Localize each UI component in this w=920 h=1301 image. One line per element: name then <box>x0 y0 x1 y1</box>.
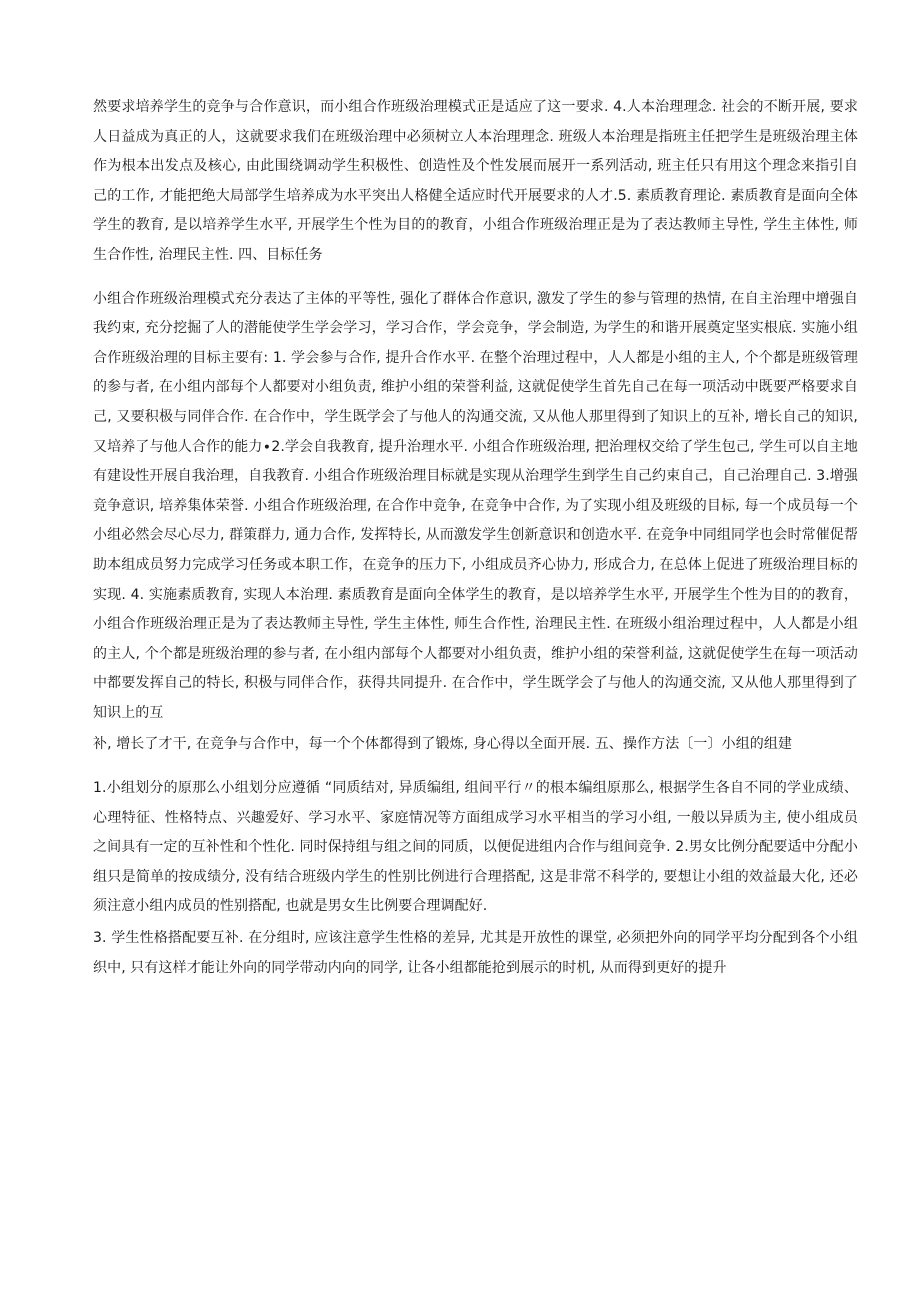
document-page <box>93 93 858 983</box>
paragraph-5: 3. 学生性格搭配要互补. 在分组时, 应该注意学生性格的差异, 尤其是开放性的课堂, 必须把外向的同学平均分配到各个小组织中, 只有这样才能让外向的同学带动内向的同学, 让各小组都能抢到展示的时机, 从而得到更好的提升 <box>93 930 858 976</box>
paragraph-1: 然要求培养学生的竞争与合作意识，而小组合作班级治理模式正是适应了这一要求. 4.人本治理理念. 社会的不断开展, 要求人日益成为真正的人，这就要求我们在班级治理中必须树立人本治理理念. 班级人本治理是指班主任把学生是班级治理主体作为根本出发点及核心, 由此围绕调动学生积极性、创造性及个性发展而展开一系列活动, 班主任只有用这个理念来指引自己的工作, 才能把绝大局部学生培养成为水平突出人格健全适应时代开展要求的人才.5. 素质教育理论. 素质教育是面向全体学生的教育, 是以培养学生水平, 开展学生个性为目的的教育，小组合作班级治理正是为了表达教师主导性, 学生主体性, 师生合作性, 治理民主性. 四、目标任务 <box>93 99 858 263</box>
paragraph-2: 小组合作班级治理模式充分表达了主体的平等性, 强化了群体合作意识, 激发了学生的参与管理的热情, 在自主治理中增强自我约束, 充分挖掘了人的潜能使学生学会学习，学习合作，学会竞争，学会制造, 为学生的和谐开展奠定坚实根底. 实施小组合作班级治理的目标主要有: 1. 学会参与合作, 提升合作水平. 在整个治理过程中，人人都是小组的主人, 个个都是班级管理的参与者, 在小组内部每个人都要对小组负责, 维护小组的荣誉利益, 这就促使学生首先自己在每一项活动中既要严格要求自己, 又要积极与同伴合作. 在合作中，学生既学会了与他人的沟通交流, 又从他人那里得到了知识上的互补, 增长自己的知识, 又培养了与他人合作的能力∙2.学会自我教育, 提升治理水平. 小组合作班级治理, 把治理权交给了学生包己, 学生可以自主地有建设性开展自我治理，自我教育. 小组合作班级治理目标就是实现从治理学生到学生自己约束自己，自己治理自己. 3.增强竞争意识, 培养集体荣誉. 小组合作班级治理, 在合作中竞争, 在竞争中合作, 为了实现小组及班级的目标, 每一个成员每一个小组必然会尽心尽力, 群策群力, 通力合作, 发挥特长, 从而激发学生创新意识和创造水平. 在竞争中同组同学也会时常催促帮助本组成员努力完成学习任务或本职工作，在竞争的压力下, 小组成员齐心协力, 形成合力, 在总体上促进了班级治理目标的实现. 4. 实施素质教育, 实现人本治理. 素质教育是面向全体学生的教育，是以培养学生水平, 开展学生个性为目的的教育，小组合作班级治理正是为了表达教师主导性, 学生主体性, 师生合作性, 治理民主性. 在班级小组治理过程中，人人都是小组的主人, 个个都是班级治理的参与者, 在小组内部每个人都要对小组负责，维护小组的荣誉利益, 这就促使学生在每一项活动中都要发挥自己的特长, 积极与同伴合作，获得共同提升. 在合作中，学生既学会了与他人的沟通交流, 又从他人那里得到了知识上的互 <box>93 290 858 721</box>
paragraph-4: 1.小组划分的原那么小组划分应遵循 “同质结对, 异质编组, 组间平行〃的根本编组原那么, 根据学生各自不同的学业成绩、心理特征、性格特点、兴趣爱好、学习水平、家庭情况等方面组成学习水平相当的学习小组, 一般以异质为主, 使小组成员之间具有一定的互补性和个性化. 同时保持组与组之间的同质，以便促进组内合作与组间竞争. 2.男女比例分配要适中分配小组只是简单的按成绩分, 没有结合班级内学生的性别比例进行合理搭配, 这是非常不科学的, 要想让小组的效益最大化, 还必须注意小组内成员的性别搭配, 也就是男女生比例要合理调配好. <box>93 780 858 915</box>
paragraph-3: 补, 增长了才干, 在竞争与合作中，每一个个体都得到了锻炼, 身心得以全面开展. 五、操作方法〔一〕小组的组建 <box>93 736 793 753</box>
